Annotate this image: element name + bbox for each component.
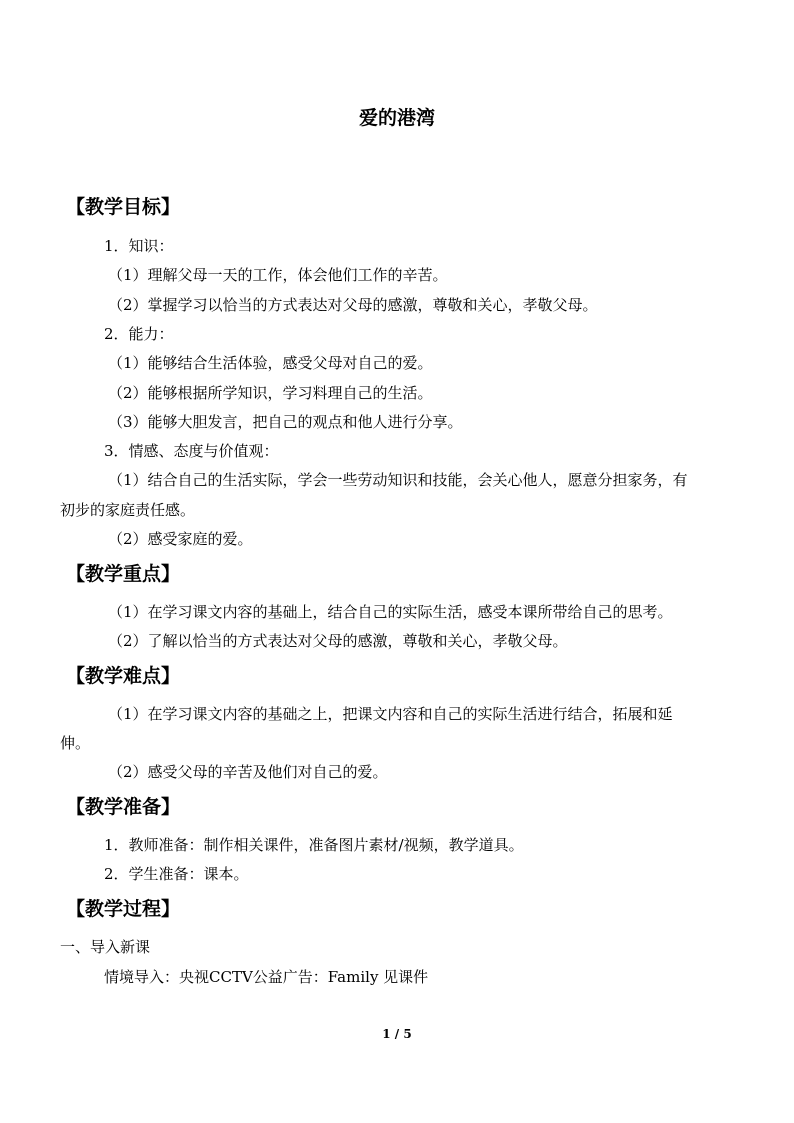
key-point-item: （1）在学习课文内容的基础上，结合自己的实际生活，感受本课所带给自己的思考。 xyxy=(108,603,673,621)
process-step: 一、导入新课 xyxy=(60,938,151,956)
section-heading-goals: 【教学目标】 xyxy=(66,196,181,218)
key-point-item: （2）了解以恰当的方式表达对父母的感激，尊敬和关心，孝敬父母。 xyxy=(108,632,568,650)
document-title: 爱的港湾 xyxy=(358,107,435,129)
process-step-detail: 情境导入：央视CCTV公益广告：Family 见课件 xyxy=(104,968,429,986)
goals-ability-label: 2．能力： xyxy=(104,325,174,343)
section-heading-process: 【教学过程】 xyxy=(66,898,181,920)
goals-ability-item: （2）能够根据所学知识，学习料理自己的生活。 xyxy=(108,384,433,402)
goals-emotion-item-continued: 初步的家庭责任感。 xyxy=(60,501,196,519)
page-number: 1 / 5 xyxy=(382,1027,412,1041)
goals-knowledge-label: 1．知识： xyxy=(104,237,174,255)
difficulty-item-continued: 伸。 xyxy=(60,734,91,752)
difficulty-item: （2）感受父母的辛苦及他们对自己的爱。 xyxy=(108,763,388,781)
goals-ability-item: （3）能够大胆发言，把自己的观点和他人进行分享。 xyxy=(108,413,463,431)
goals-knowledge-item: （1）理解父母一天的工作，体会他们工作的辛苦。 xyxy=(108,266,448,284)
section-heading-key-points: 【教学重点】 xyxy=(66,563,181,585)
goals-ability-item: （1）能够结合生活体验，感受父母对自己的爱。 xyxy=(108,354,433,372)
goals-emotion-item: （1）结合自己的生活实际，学会一些劳动知识和技能，会关心他人，愿意分担家务，有 xyxy=(108,471,688,489)
difficulty-item: （1）在学习课文内容的基础之上，把课文内容和自己的实际生活进行结合，拓展和延 xyxy=(108,705,673,723)
preparation-item: 1．教师准备：制作相关课件，准备图片素材/视频，教学道具。 xyxy=(104,836,524,854)
goals-emotion-item: （2）感受家庭的爱。 xyxy=(108,530,253,548)
goals-knowledge-item: （2）掌握学习以恰当的方式表达对父母的感激，尊敬和关心，孝敬父母。 xyxy=(108,296,598,314)
goals-emotion-label: 3．情感、态度与价值观： xyxy=(104,442,279,460)
section-heading-preparation: 【教学准备】 xyxy=(66,796,181,818)
section-heading-difficulties: 【教学难点】 xyxy=(66,665,181,687)
preparation-item: 2．学生准备：课本。 xyxy=(104,865,249,883)
